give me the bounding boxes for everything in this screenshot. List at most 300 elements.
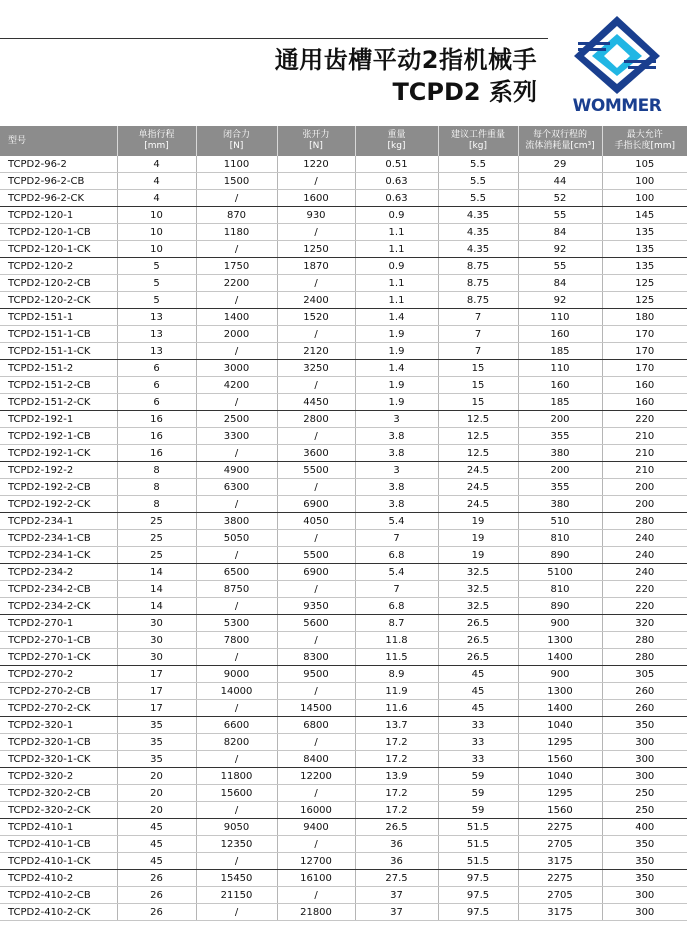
max-finger-length-cell: 160	[602, 394, 687, 411]
weight-cell: 37	[355, 887, 438, 904]
table-row	[0, 360, 687, 377]
stroke-cell: 26	[117, 870, 196, 887]
max-finger-length-cell: 350	[602, 870, 687, 887]
closing-force-cell: 1100	[196, 156, 277, 173]
closing-force-cell: 1180	[196, 224, 277, 241]
opening-force-cell: 21800	[277, 904, 355, 921]
spec-table	[0, 126, 687, 921]
opening-force-cell: 4050	[277, 513, 355, 530]
max-finger-length-cell: 135	[602, 258, 687, 275]
workpiece-weight-cell: 7	[438, 343, 518, 360]
closing-force-cell: 12350	[196, 836, 277, 853]
table-row	[0, 581, 687, 598]
col-header-max-finger-length: 最大允许 手指长度[mm]	[602, 126, 687, 156]
opening-force-cell: /	[277, 581, 355, 598]
max-finger-length-cell: 220	[602, 581, 687, 598]
model-cell: TCPD2-192-1-CB	[0, 428, 117, 445]
workpiece-weight-cell: 24.5	[438, 479, 518, 496]
stroke-cell: 35	[117, 734, 196, 751]
weight-cell: 1.1	[355, 275, 438, 292]
stroke-cell: 25	[117, 547, 196, 564]
opening-force-cell: 5500	[277, 462, 355, 479]
air-consumption-cell: 1295	[518, 785, 602, 802]
table-row	[0, 258, 687, 275]
page-subtitle: TCPD2 系列	[392, 78, 537, 106]
opening-force-cell: 1600	[277, 190, 355, 207]
weight-cell: 11.9	[355, 683, 438, 700]
stroke-cell: 17	[117, 700, 196, 717]
max-finger-length-cell: 145	[602, 207, 687, 224]
air-consumption-cell: 2705	[518, 887, 602, 904]
workpiece-weight-cell: 24.5	[438, 496, 518, 513]
workpiece-weight-cell: 45	[438, 683, 518, 700]
closing-force-cell: /	[196, 496, 277, 513]
opening-force-cell: 12200	[277, 768, 355, 785]
model-cell: TCPD2-151-1-CB	[0, 326, 117, 343]
opening-force-cell: /	[277, 377, 355, 394]
stroke-cell: 35	[117, 717, 196, 734]
stroke-cell: 30	[117, 649, 196, 666]
workpiece-weight-cell: 5.5	[438, 173, 518, 190]
air-consumption-cell: 1040	[518, 768, 602, 785]
workpiece-weight-cell: 32.5	[438, 564, 518, 581]
stroke-cell: 10	[117, 224, 196, 241]
weight-cell: 1.4	[355, 360, 438, 377]
air-consumption-cell: 160	[518, 377, 602, 394]
closing-force-cell: 3000	[196, 360, 277, 377]
workpiece-weight-cell: 5.5	[438, 156, 518, 173]
air-consumption-cell: 890	[518, 598, 602, 615]
weight-cell: 1.9	[355, 394, 438, 411]
weight-cell: 13.7	[355, 717, 438, 734]
weight-cell: 3	[355, 462, 438, 479]
weight-cell: 11.6	[355, 700, 438, 717]
stroke-cell: 30	[117, 632, 196, 649]
table-row	[0, 853, 687, 870]
air-consumption-cell: 29	[518, 156, 602, 173]
stroke-cell: 20	[117, 768, 196, 785]
workpiece-weight-cell: 59	[438, 785, 518, 802]
col-header-air-consumption: 每个双行程的 流体消耗量[cm³]	[518, 126, 602, 156]
air-consumption-cell: 84	[518, 224, 602, 241]
opening-force-cell: /	[277, 479, 355, 496]
stroke-cell: 6	[117, 377, 196, 394]
closing-force-cell: 1750	[196, 258, 277, 275]
max-finger-length-cell: 300	[602, 887, 687, 904]
opening-force-cell: 6900	[277, 496, 355, 513]
opening-force-cell: 8400	[277, 751, 355, 768]
max-finger-length-cell: 170	[602, 326, 687, 343]
weight-cell: 7	[355, 581, 438, 598]
table-row	[0, 802, 687, 819]
closing-force-cell: /	[196, 445, 277, 462]
air-consumption-cell: 1300	[518, 683, 602, 700]
max-finger-length-cell: 100	[602, 190, 687, 207]
table-row	[0, 513, 687, 530]
weight-cell: 0.63	[355, 190, 438, 207]
max-finger-length-cell: 210	[602, 462, 687, 479]
workpiece-weight-cell: 4.35	[438, 241, 518, 258]
workpiece-weight-cell: 51.5	[438, 853, 518, 870]
header-rule	[0, 38, 548, 39]
closing-force-cell: 6300	[196, 479, 277, 496]
air-consumption-cell: 2275	[518, 819, 602, 836]
table-row	[0, 564, 687, 581]
col-header-stroke: 单指行程 [mm]	[117, 126, 196, 156]
model-cell: TCPD2-410-1-CB	[0, 836, 117, 853]
model-cell: TCPD2-192-2-CB	[0, 479, 117, 496]
table-row	[0, 156, 687, 173]
closing-force-cell: /	[196, 343, 277, 360]
opening-force-cell: /	[277, 683, 355, 700]
max-finger-length-cell: 305	[602, 666, 687, 683]
stroke-cell: 16	[117, 445, 196, 462]
table-header-row	[0, 126, 687, 156]
model-cell: TCPD2-320-1	[0, 717, 117, 734]
weight-cell: 27.5	[355, 870, 438, 887]
table-row	[0, 343, 687, 360]
max-finger-length-cell: 260	[602, 683, 687, 700]
weight-cell: 3.8	[355, 479, 438, 496]
closing-force-cell: 4200	[196, 377, 277, 394]
table-row	[0, 904, 687, 921]
stroke-cell: 6	[117, 394, 196, 411]
weight-cell: 11.8	[355, 632, 438, 649]
weight-cell: 5.4	[355, 564, 438, 581]
opening-force-cell: 14500	[277, 700, 355, 717]
table-row	[0, 649, 687, 666]
opening-force-cell: /	[277, 632, 355, 649]
max-finger-length-cell: 240	[602, 564, 687, 581]
max-finger-length-cell: 300	[602, 751, 687, 768]
closing-force-cell: 870	[196, 207, 277, 224]
air-consumption-cell: 380	[518, 445, 602, 462]
weight-cell: 0.9	[355, 258, 438, 275]
closing-force-cell: 2500	[196, 411, 277, 428]
weight-cell: 11.5	[355, 649, 438, 666]
opening-force-cell: /	[277, 836, 355, 853]
table-row	[0, 292, 687, 309]
air-consumption-cell: 900	[518, 615, 602, 632]
workpiece-weight-cell: 12.5	[438, 445, 518, 462]
closing-force-cell: /	[196, 190, 277, 207]
weight-cell: 6.8	[355, 598, 438, 615]
table-row	[0, 887, 687, 904]
max-finger-length-cell: 300	[602, 768, 687, 785]
air-consumption-cell: 1560	[518, 802, 602, 819]
max-finger-length-cell: 320	[602, 615, 687, 632]
air-consumption-cell: 810	[518, 581, 602, 598]
air-consumption-cell: 3175	[518, 853, 602, 870]
air-consumption-cell: 160	[518, 326, 602, 343]
model-cell: TCPD2-192-1	[0, 411, 117, 428]
closing-force-cell: 8750	[196, 581, 277, 598]
opening-force-cell: 1520	[277, 309, 355, 326]
max-finger-length-cell: 350	[602, 853, 687, 870]
max-finger-length-cell: 250	[602, 802, 687, 819]
max-finger-length-cell: 240	[602, 530, 687, 547]
weight-cell: 3.8	[355, 428, 438, 445]
opening-force-cell: /	[277, 887, 355, 904]
weight-cell: 6.8	[355, 547, 438, 564]
workpiece-weight-cell: 45	[438, 700, 518, 717]
air-consumption-cell: 84	[518, 275, 602, 292]
closing-force-cell: 9050	[196, 819, 277, 836]
max-finger-length-cell: 105	[602, 156, 687, 173]
table-row	[0, 547, 687, 564]
air-consumption-cell: 380	[518, 496, 602, 513]
air-consumption-cell: 1400	[518, 649, 602, 666]
table-row	[0, 751, 687, 768]
model-cell: TCPD2-192-2-CK	[0, 496, 117, 513]
table-row	[0, 394, 687, 411]
opening-force-cell: 5500	[277, 547, 355, 564]
model-cell: TCPD2-120-2-CB	[0, 275, 117, 292]
table-row	[0, 717, 687, 734]
air-consumption-cell: 200	[518, 411, 602, 428]
closing-force-cell: 1500	[196, 173, 277, 190]
stroke-cell: 13	[117, 309, 196, 326]
model-cell: TCPD2-151-1-CK	[0, 343, 117, 360]
air-consumption-cell: 92	[518, 292, 602, 309]
model-cell: TCPD2-320-2-CK	[0, 802, 117, 819]
workpiece-weight-cell: 51.5	[438, 819, 518, 836]
opening-force-cell: 2120	[277, 343, 355, 360]
stroke-cell: 5	[117, 275, 196, 292]
opening-force-cell: /	[277, 275, 355, 292]
stroke-cell: 20	[117, 802, 196, 819]
max-finger-length-cell: 350	[602, 836, 687, 853]
workpiece-weight-cell: 97.5	[438, 887, 518, 904]
air-consumption-cell: 890	[518, 547, 602, 564]
weight-cell: 1.9	[355, 377, 438, 394]
max-finger-length-cell: 220	[602, 598, 687, 615]
table-row	[0, 207, 687, 224]
workpiece-weight-cell: 51.5	[438, 836, 518, 853]
model-cell: TCPD2-151-1	[0, 309, 117, 326]
stroke-cell: 17	[117, 683, 196, 700]
weight-cell: 8.9	[355, 666, 438, 683]
max-finger-length-cell: 280	[602, 649, 687, 666]
stroke-cell: 8	[117, 462, 196, 479]
model-cell: TCPD2-270-1	[0, 615, 117, 632]
table-row	[0, 190, 687, 207]
max-finger-length-cell: 250	[602, 785, 687, 802]
air-consumption-cell: 55	[518, 258, 602, 275]
table-row	[0, 326, 687, 343]
max-finger-length-cell: 200	[602, 496, 687, 513]
weight-cell: 0.51	[355, 156, 438, 173]
table-body	[0, 156, 687, 921]
table-row	[0, 377, 687, 394]
workpiece-weight-cell: 97.5	[438, 870, 518, 887]
air-consumption-cell: 1040	[518, 717, 602, 734]
closing-force-cell: 3300	[196, 428, 277, 445]
max-finger-length-cell: 180	[602, 309, 687, 326]
weight-cell: 36	[355, 836, 438, 853]
table-row	[0, 836, 687, 853]
stroke-cell: 35	[117, 751, 196, 768]
opening-force-cell: 5600	[277, 615, 355, 632]
max-finger-length-cell: 400	[602, 819, 687, 836]
opening-force-cell: /	[277, 428, 355, 445]
closing-force-cell: 4900	[196, 462, 277, 479]
stroke-cell: 14	[117, 598, 196, 615]
air-consumption-cell: 900	[518, 666, 602, 683]
model-cell: TCPD2-192-2	[0, 462, 117, 479]
opening-force-cell: 3250	[277, 360, 355, 377]
closing-force-cell: /	[196, 292, 277, 309]
closing-force-cell: /	[196, 241, 277, 258]
stroke-cell: 5	[117, 292, 196, 309]
opening-force-cell: 6800	[277, 717, 355, 734]
opening-force-cell: /	[277, 326, 355, 343]
closing-force-cell: /	[196, 547, 277, 564]
stroke-cell: 25	[117, 530, 196, 547]
air-consumption-cell: 355	[518, 479, 602, 496]
weight-cell: 1.4	[355, 309, 438, 326]
max-finger-length-cell: 100	[602, 173, 687, 190]
opening-force-cell: 930	[277, 207, 355, 224]
table-row	[0, 785, 687, 802]
closing-force-cell: /	[196, 649, 277, 666]
air-consumption-cell: 1400	[518, 700, 602, 717]
workpiece-weight-cell: 32.5	[438, 581, 518, 598]
opening-force-cell: 2400	[277, 292, 355, 309]
max-finger-length-cell: 300	[602, 904, 687, 921]
max-finger-length-cell: 170	[602, 343, 687, 360]
model-cell: TCPD2-234-1-CB	[0, 530, 117, 547]
air-consumption-cell: 110	[518, 309, 602, 326]
closing-force-cell: /	[196, 598, 277, 615]
opening-force-cell: 16100	[277, 870, 355, 887]
weight-cell: 0.63	[355, 173, 438, 190]
closing-force-cell: 7800	[196, 632, 277, 649]
col-header-closing-force: 闭合力 [N]	[196, 126, 277, 156]
workpiece-weight-cell: 26.5	[438, 615, 518, 632]
workpiece-weight-cell: 33	[438, 751, 518, 768]
model-cell: TCPD2-410-2-CB	[0, 887, 117, 904]
closing-force-cell: /	[196, 751, 277, 768]
opening-force-cell: 4450	[277, 394, 355, 411]
closing-force-cell: 2200	[196, 275, 277, 292]
workpiece-weight-cell: 19	[438, 530, 518, 547]
max-finger-length-cell: 210	[602, 445, 687, 462]
weight-cell: 13.9	[355, 768, 438, 785]
table-row	[0, 479, 687, 496]
workpiece-weight-cell: 59	[438, 802, 518, 819]
table-row	[0, 632, 687, 649]
model-cell: TCPD2-320-1-CB	[0, 734, 117, 751]
stroke-cell: 10	[117, 241, 196, 258]
stroke-cell: 20	[117, 785, 196, 802]
table-row	[0, 275, 687, 292]
table-row	[0, 411, 687, 428]
model-cell: TCPD2-410-1	[0, 819, 117, 836]
air-consumption-cell: 1560	[518, 751, 602, 768]
model-cell: TCPD2-234-2-CB	[0, 581, 117, 598]
air-consumption-cell: 185	[518, 343, 602, 360]
stroke-cell: 45	[117, 853, 196, 870]
model-cell: TCPD2-96-2-CB	[0, 173, 117, 190]
stroke-cell: 4	[117, 173, 196, 190]
model-cell: TCPD2-234-1	[0, 513, 117, 530]
table-row	[0, 530, 687, 547]
table-row	[0, 309, 687, 326]
weight-cell: 17.2	[355, 734, 438, 751]
opening-force-cell: 9500	[277, 666, 355, 683]
closing-force-cell: 3800	[196, 513, 277, 530]
model-cell: TCPD2-320-2	[0, 768, 117, 785]
workpiece-weight-cell: 59	[438, 768, 518, 785]
workpiece-weight-cell: 26.5	[438, 649, 518, 666]
model-cell: TCPD2-234-2	[0, 564, 117, 581]
table-row	[0, 666, 687, 683]
opening-force-cell: /	[277, 530, 355, 547]
table-row	[0, 224, 687, 241]
workpiece-weight-cell: 26.5	[438, 632, 518, 649]
model-cell: TCPD2-120-2-CK	[0, 292, 117, 309]
opening-force-cell: 16000	[277, 802, 355, 819]
table-row	[0, 496, 687, 513]
weight-cell: 36	[355, 853, 438, 870]
stroke-cell: 16	[117, 428, 196, 445]
table-row	[0, 683, 687, 700]
stroke-cell: 4	[117, 190, 196, 207]
model-cell: TCPD2-410-2-CK	[0, 904, 117, 921]
model-cell: TCPD2-234-1-CK	[0, 547, 117, 564]
weight-cell: 3.8	[355, 496, 438, 513]
workpiece-weight-cell: 15	[438, 377, 518, 394]
air-consumption-cell: 200	[518, 462, 602, 479]
model-cell: TCPD2-120-1-CK	[0, 241, 117, 258]
model-cell: TCPD2-234-2-CK	[0, 598, 117, 615]
col-header-workpiece-weight: 建议工件重量 [kg]	[438, 126, 518, 156]
closing-force-cell: /	[196, 853, 277, 870]
air-consumption-cell: 3175	[518, 904, 602, 921]
max-finger-length-cell: 260	[602, 700, 687, 717]
workpiece-weight-cell: 8.75	[438, 258, 518, 275]
air-consumption-cell: 2705	[518, 836, 602, 853]
air-consumption-cell: 2275	[518, 870, 602, 887]
table-row	[0, 819, 687, 836]
workpiece-weight-cell: 19	[438, 547, 518, 564]
closing-force-cell: 9000	[196, 666, 277, 683]
workpiece-weight-cell: 97.5	[438, 904, 518, 921]
table-row	[0, 768, 687, 785]
model-cell: TCPD2-270-1-CK	[0, 649, 117, 666]
weight-cell: 3.8	[355, 445, 438, 462]
opening-force-cell: 1220	[277, 156, 355, 173]
table-row	[0, 598, 687, 615]
stroke-cell: 16	[117, 411, 196, 428]
stroke-cell: 4	[117, 156, 196, 173]
model-cell: TCPD2-410-1-CK	[0, 853, 117, 870]
air-consumption-cell: 110	[518, 360, 602, 377]
stroke-cell: 26	[117, 904, 196, 921]
opening-force-cell: /	[277, 734, 355, 751]
weight-cell: 1.9	[355, 343, 438, 360]
weight-cell: 17.2	[355, 802, 438, 819]
weight-cell: 1.9	[355, 326, 438, 343]
closing-force-cell: /	[196, 700, 277, 717]
closing-force-cell: 15600	[196, 785, 277, 802]
table-row	[0, 173, 687, 190]
stroke-cell: 25	[117, 513, 196, 530]
closing-force-cell: /	[196, 802, 277, 819]
weight-cell: 1.1	[355, 292, 438, 309]
air-consumption-cell: 55	[518, 207, 602, 224]
